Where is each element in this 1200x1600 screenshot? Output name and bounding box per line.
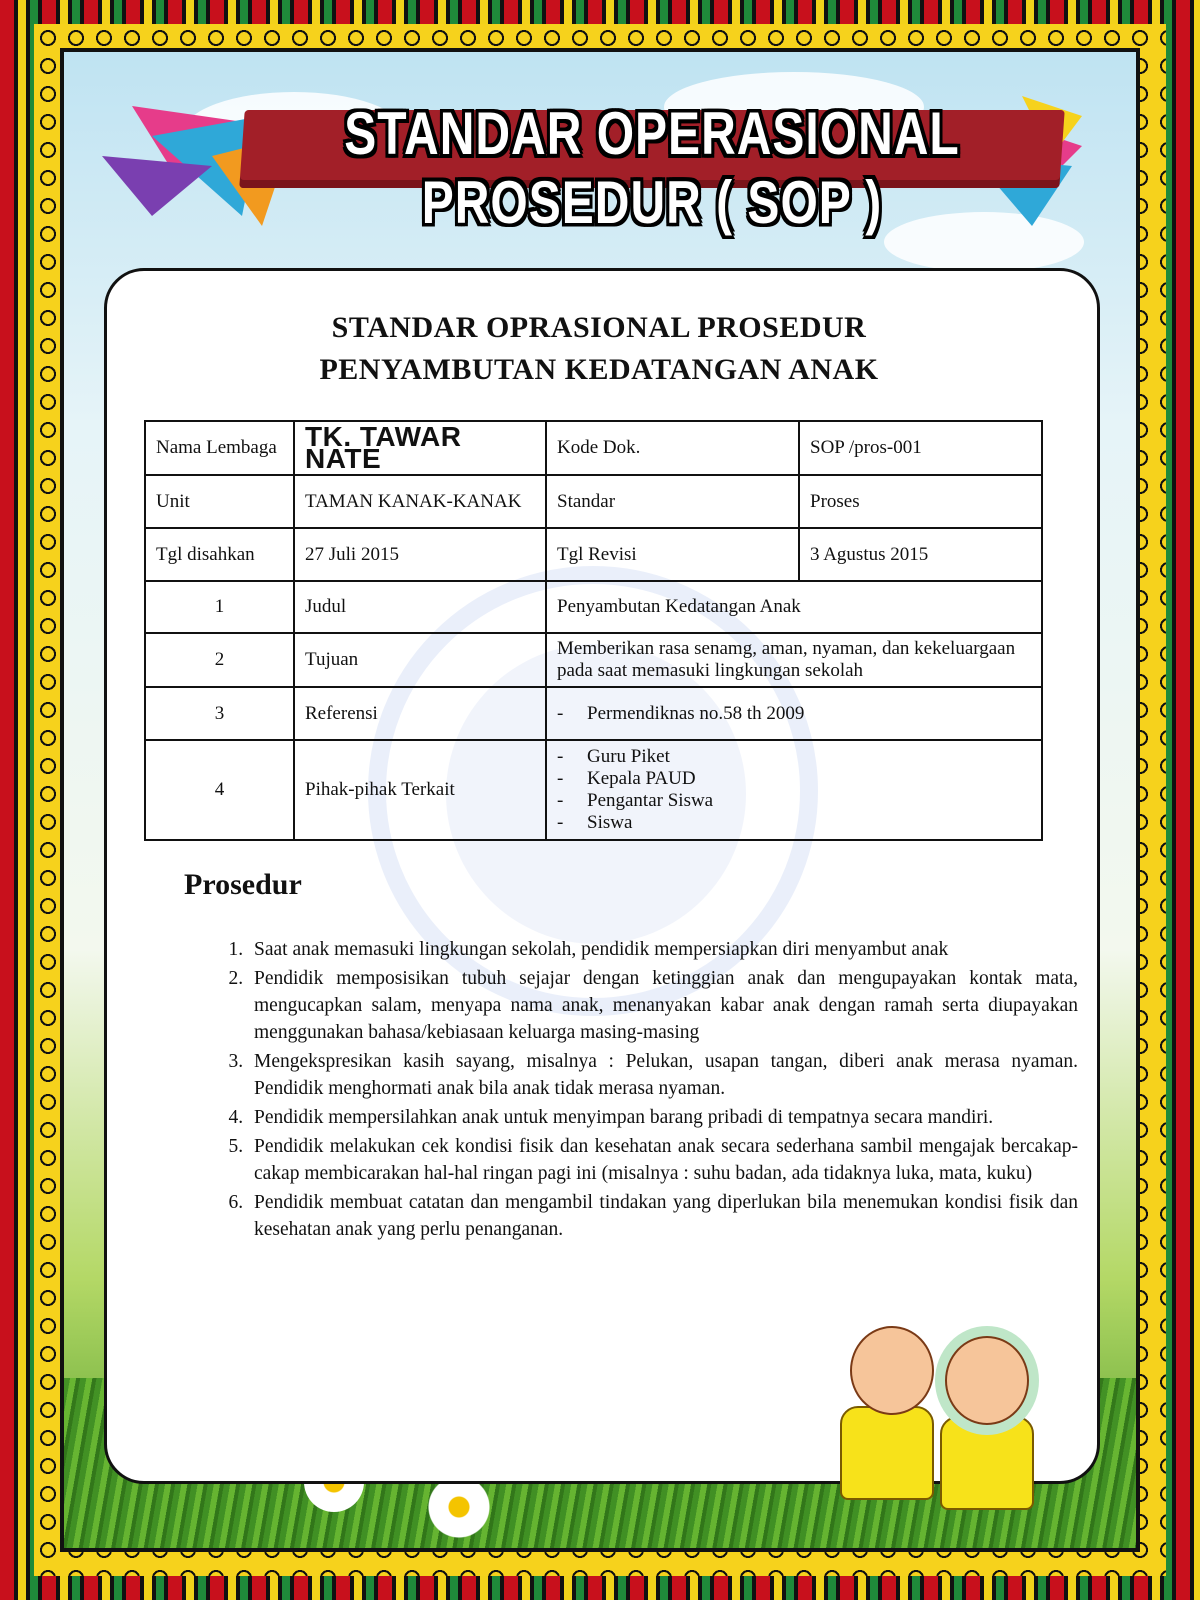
row-value-list: [546, 687, 1042, 740]
document-title-line2: PENYAMBUTAN KEDATANGAN ANAK: [319, 353, 879, 386]
unit-value: TAMAN KANAK-KANAK: [294, 475, 546, 528]
list-item: 3. Mengekspresikan kasih sayang, misalnya : Pelukan, usapan tangan, diberi anak merasa nyaman. Pendidik menghormati anak bila anak tidak merasa nyaman.: [248, 1048, 1078, 1102]
table-row: [145, 687, 1042, 740]
list-item: - Permendiknas no.58 th 2009: [557, 702, 805, 724]
row-value-list: [546, 740, 1042, 840]
banner-title: STANDAR OPERASIONAL PROSEDUR ( SOP ): [344, 101, 960, 237]
tgl-revisi-value: 3 Agustus 2015: [799, 528, 1042, 581]
list-item: - Guru Piket: [557, 746, 670, 767]
table-row: [145, 421, 1042, 475]
row-label: Referensi: [294, 687, 546, 740]
row-number: 4: [145, 740, 294, 840]
standar-label: Standar: [546, 475, 799, 528]
kode-dok-value: SOP /pros-001: [799, 421, 1042, 475]
row-label: Pihak-pihak Terkait: [294, 740, 546, 840]
tgl-disahkan-label: Tgl disahkan: [145, 528, 294, 581]
table-row: [145, 528, 1042, 581]
row-label: Judul: [294, 581, 546, 633]
info-table: [144, 420, 1043, 841]
table-row: [145, 581, 1042, 633]
document-title-line1: STANDAR OPRASIONAL PROSEDUR: [331, 311, 867, 344]
table-row: [145, 633, 1042, 687]
nama-lembaga-value: TK. TAWAR NATE: [294, 421, 546, 475]
list-item: 5. Pendidik melakukan cek kondisi fisik dan kesehatan anak secara sederhana sambil mengajak bercakap-cakap membicarakan hal-hal ringan pagi ini (misalnya : suhu badan, ada tidaknya luka, mata, kuku): [248, 1133, 1078, 1187]
kids-illustration: [820, 1316, 1060, 1546]
nama-lembaga-label: Nama Lembaga: [145, 421, 294, 475]
girl-head: [945, 1336, 1029, 1425]
row-label: Tujuan: [294, 633, 546, 687]
table-row: [145, 475, 1042, 528]
list-item: 4. Pendidik mempersilahkan anak untuk menyimpan barang pribadi di tempatnya secara mandiri.: [248, 1104, 1078, 1131]
tgl-disahkan-value: 27 Juli 2015: [294, 528, 546, 581]
list-item: 1. Saat anak memasuki lingkungan sekolah, pendidik mempersiapkan diri menyambut anak: [248, 936, 1078, 963]
row-number: 2: [145, 633, 294, 687]
title-banner: [92, 96, 1092, 237]
kode-dok-label: Kode Dok.: [546, 421, 799, 475]
list-item: 6. Pendidik membuat catatan dan mengambil tindakan yang diperlukan bila menemukan kondisi fisik dan kesehatan anak yang perlu penanganan.: [248, 1189, 1078, 1243]
row-number: 1: [145, 581, 294, 633]
document-title: [104, 307, 1094, 391]
prosedur-steps: [210, 936, 1078, 1245]
list-item: - Pengantar Siswa: [557, 790, 714, 811]
boy-head: [850, 1326, 934, 1415]
standar-value: Proses: [799, 475, 1042, 528]
tgl-revisi-label: Tgl Revisi: [546, 528, 799, 581]
row-value: Memberikan rasa senamg, aman, nyaman, dan kekeluargaan pada saat memasuki lingkungan sekolah: [546, 633, 1042, 687]
list-item: - Siswa: [557, 812, 633, 833]
row-value: Penyambutan Kedatangan Anak: [546, 581, 1042, 633]
prosedur-heading: Prosedur: [184, 868, 302, 901]
list-item: 2. Pendidik memposisikan tubuh sejajar dengan ketinggian anak dan mengupayakan kontak mata, mengucapkan salam, menyapa nama anak, menanyakan kabar anak dengan ramah serta diupayakan menggunakan bahasa/kebiasaan keluarga masing-masing: [248, 965, 1078, 1046]
list-item: - Kepala PAUD: [557, 768, 696, 789]
table-row: [145, 740, 1042, 840]
unit-label: Unit: [145, 475, 294, 528]
row-number: 3: [145, 687, 294, 740]
